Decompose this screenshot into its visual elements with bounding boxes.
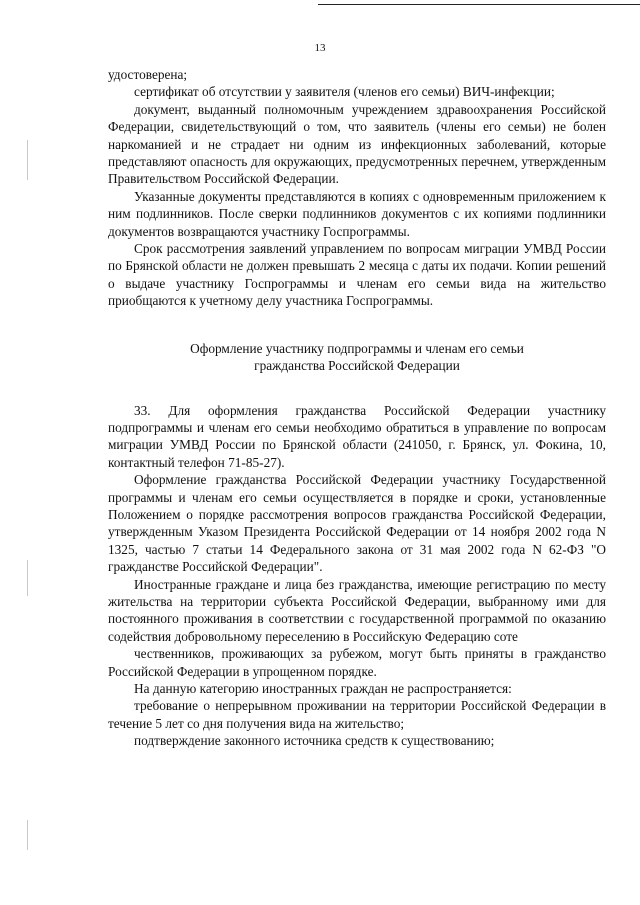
- paragraph: документ, выданный полномочным учреждением здравоохранения Российской Федерации, свидетельствующий о том, что заявитель (члены его семьи) не болен наркоманией и не страдает ни одним из инфекционных заболеваний, которые представляют опасность для окружающих, предусмотренных перечнем, утвержденным Правительством Российской Федерации.: [108, 101, 606, 187]
- paragraph: подтверждение законного источника средств к существованию;: [134, 733, 495, 749]
- paragraph: чественников, проживающих за рубежом, могут быть приняты в гражданство Российской Федерации в упрощенном порядке.: [108, 646, 606, 679]
- paragraph-group-top: [108, 66, 606, 310]
- scan-margin-mark: [27, 560, 28, 596]
- paragraph: Иностранные граждане и лица без гражданства, имеющие регистрацию по месту жительства на территории субъекта Российской Федерации, выбранному ими для постоянного проживания в соответствии с государственной программой по оказанию содействия добровольному переселению в Российскую Федерацию соте: [108, 576, 606, 644]
- section-heading-line-1: Оформление участнику подпрограммы и членам его семьи: [190, 340, 524, 356]
- scan-margin-mark: [27, 140, 28, 180]
- paragraph: сертификат об отсутствии у заявителя (членов его семьи) ВИЧ-инфекции;: [134, 84, 555, 100]
- section-heading: [108, 340, 606, 375]
- scan-margin-mark: [27, 820, 28, 850]
- paragraph: Оформление гражданства Российской Федерации участнику Государственной программы и членам его семьи осуществляется в порядке и сроки, установленные Положением о порядке рассмотрения вопросов гражданства Российской Федерации, утвержденным Указом Президента Российской Федерации от 14 ноября 2002 года N 1325, частью 7 статьи 14 Федерального закона от 31 мая 2002 года N 62-ФЗ "О гражданстве Российской Федерации".: [108, 472, 606, 575]
- top-border-line: [318, 4, 640, 5]
- paragraph: 33. Для оформления гражданства Российской Федерации участнику подпрограммы и членам его семьи необходимо обратиться в управление по вопросам миграции УМВД России по Брянской области (241050, г. Брянск, ул. Фокина, 10, контактный телефон 71-85-27).: [108, 402, 606, 470]
- paragraph: удостоверена;: [108, 67, 188, 82]
- document-body: [108, 66, 606, 750]
- paragraph: На данную категорию иностранных граждан не распространяется:: [134, 681, 512, 696]
- paragraph: Срок рассмотрения заявлений управлением по вопросам миграции УМВД России по Брянской области не должен превышать 2 месяца с даты их подачи. Копии решений о выдаче участнику Госпрограммы и членам его семьи вида на жительство приобщаются к учетному делу участника Госпрограммы.: [108, 241, 606, 309]
- paragraph-group-bottom: [108, 402, 606, 750]
- section-heading-line-2: гражданства Российской Федерации: [254, 358, 460, 374]
- page-number: 13: [314, 42, 326, 54]
- paragraph: требование о непрерывном проживании на территории Российской Федерации в течение 5 лет со дня получения вида на жительство;: [108, 698, 606, 731]
- paragraph: Указанные документы представляются в копиях с одновременным приложением к ним подлинников. После сверки подлинников документов с их копиями подлинники документов возвращаются участнику Госпрограммы.: [108, 188, 606, 239]
